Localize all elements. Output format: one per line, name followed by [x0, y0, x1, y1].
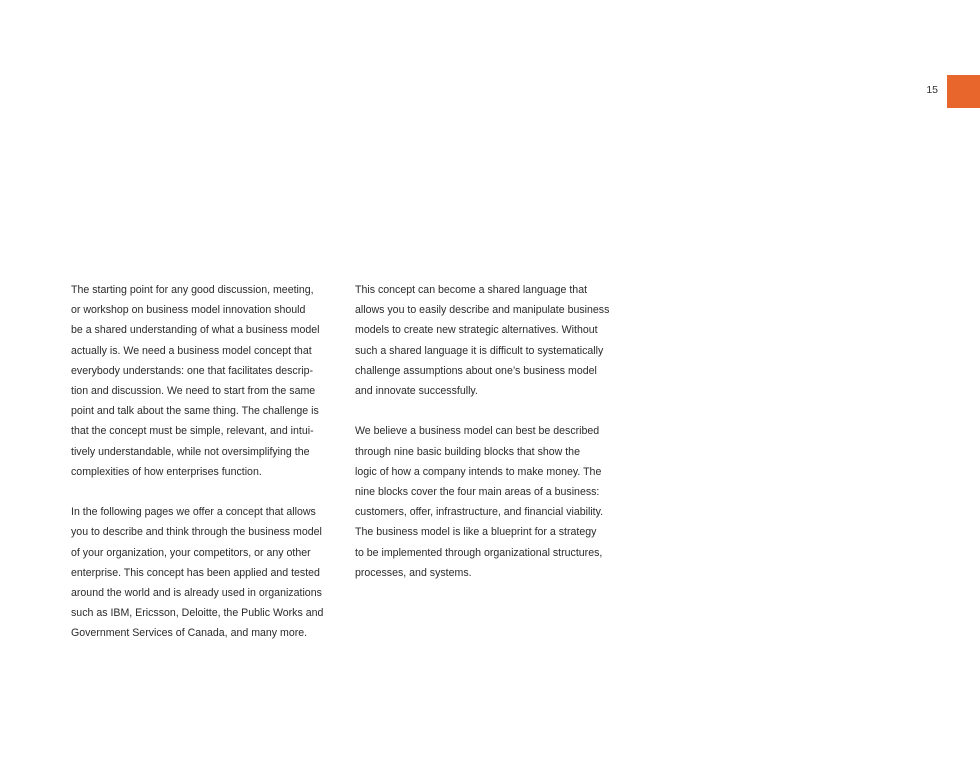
text-line: you to describe and think through the business model: [71, 526, 322, 539]
text-line: through nine basic building blocks that show the: [355, 445, 580, 458]
page-number: 15: [926, 84, 938, 96]
text-line: processes, and systems.: [355, 566, 472, 579]
text-line: tion and discussion. We need to start from the same: [71, 385, 316, 398]
text-line: and innovate successfully.: [355, 385, 478, 398]
paragraph: [71, 502, 339, 643]
paragraph: [71, 280, 339, 482]
text-line: nine blocks cover the four main areas of a business:: [355, 486, 600, 499]
text-line: of your organization, your competitors, or any other: [71, 546, 311, 559]
text-line: around the world and is already used in organizations: [71, 587, 322, 600]
text-line: The starting point for any good discussion, meeting,: [71, 284, 314, 296]
text-line: challenge assumptions about one’s business model: [355, 364, 597, 377]
text-line: everybody understands: one that facilitates descrip-: [71, 364, 314, 377]
text-line: actually is. We need a business model concept that: [71, 344, 312, 357]
text-line: enterprise. This concept has been applied and tested: [71, 566, 320, 579]
text-column-left: [71, 280, 339, 644]
text-line: models to create new strategic alternatives. Without: [355, 324, 598, 337]
page-accent-tab: [947, 75, 980, 108]
text-line: complexities of how enterprises function.: [71, 465, 262, 478]
text-line: point and talk about the same thing. The challenge is: [71, 405, 319, 418]
text-line: be a shared understanding of what a business model: [71, 324, 320, 337]
paragraph: [355, 280, 625, 401]
text-column-right: [355, 280, 625, 583]
text-line: to be implemented through organizational structures,: [355, 546, 603, 559]
text-line: The business model is like a blueprint for a strategy: [355, 526, 597, 539]
text-line: such as IBM, Ericsson, Deloitte, the Public Works and: [71, 607, 324, 620]
text-line: or workshop on business model innovation should: [71, 304, 306, 317]
text-line: We believe a business model can best be described: [355, 425, 600, 438]
paragraph: [355, 421, 625, 583]
text-line: This concept can become a shared language that: [355, 284, 588, 296]
text-line: tively understandable, while not oversimplifying the: [71, 445, 310, 458]
text-line: logic of how a company intends to make money. The: [355, 465, 602, 478]
text-line: allows you to easily describe and manipulate business: [355, 304, 610, 317]
text-line: that the concept must be simple, relevant, and intui-: [71, 425, 314, 438]
text-line: such a shared language it is difficult to systematically: [355, 344, 604, 357]
text-line: customers, offer, infrastructure, and financial viability.: [355, 506, 604, 519]
text-line: In the following pages we offer a concept that allows: [71, 506, 316, 519]
text-line: Government Services of Canada, and many more.: [71, 627, 308, 640]
